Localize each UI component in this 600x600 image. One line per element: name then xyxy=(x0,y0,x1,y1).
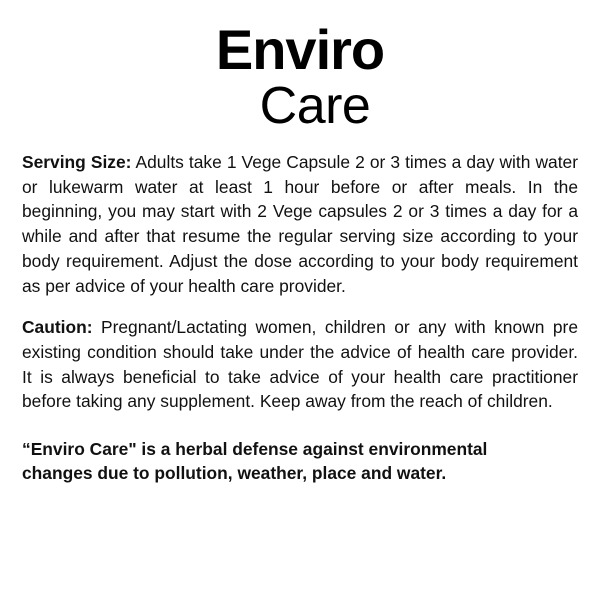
caution-text: Pregnant/Lactating women, children or any with known pre existing condition should take under the advice of health care provider. It is always beneficial to take advice of your health care practitioner before taking any supplement. Keep away from the reach of children. xyxy=(22,317,578,412)
serving-size-label: Serving Size: xyxy=(22,152,132,172)
brand-name-primary: Enviro xyxy=(215,18,385,81)
brand-title xyxy=(22,18,578,135)
tagline-line-2: changes due to pollution, weather, place and water. xyxy=(22,463,447,484)
caution-label: Caution: xyxy=(22,317,93,338)
serving-size-text: Adults take 1 Vege Capsule 2 or 3 times a day with water or lukewarm water at least 1 hour before or after meals. In the beginning, you may start with 2 Vege capsules 2 or 3 times a day for a while and after that resume the regular serving size according to your body requirement. Adjust the dose according to your body requirement as per advice of your health care provider. xyxy=(22,152,578,296)
brand-name-secondary: Care xyxy=(259,77,371,135)
tagline-line-1: “Enviro Care" is a herbal defense against environmental xyxy=(22,439,488,460)
caution-paragraph xyxy=(22,315,578,414)
serving-size-paragraph xyxy=(22,150,578,298)
product-tagline xyxy=(22,437,578,485)
